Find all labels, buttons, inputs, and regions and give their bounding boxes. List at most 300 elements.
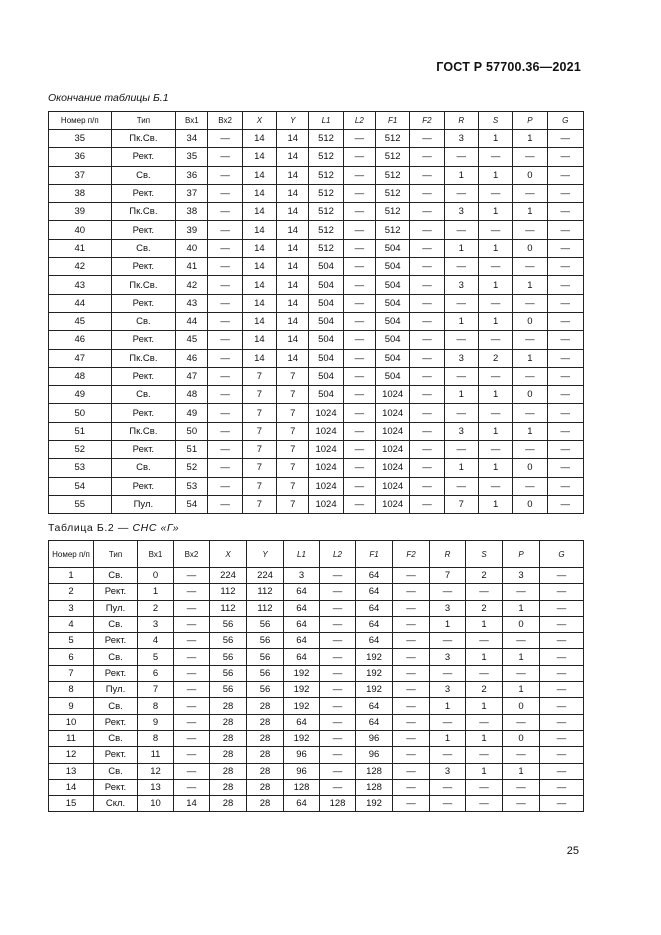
table-cell: Св. xyxy=(111,239,176,257)
table-cell: — xyxy=(343,221,375,239)
table-cell: — xyxy=(343,495,375,513)
table-cell: — xyxy=(410,276,444,294)
table-cell: 0 xyxy=(513,239,547,257)
table-cell: — xyxy=(410,367,444,385)
table-cell: 512 xyxy=(309,130,343,148)
table-row xyxy=(49,404,584,422)
table-cell: — xyxy=(343,258,375,276)
table-cell: — xyxy=(444,404,478,422)
table-cell: Св. xyxy=(94,763,138,779)
table-cell: 13 xyxy=(138,779,174,795)
table-cell: — xyxy=(320,730,356,746)
table-cell: Св. xyxy=(94,730,138,746)
table-cell: 56 xyxy=(247,649,284,665)
table-cell: 3 xyxy=(444,203,478,221)
table-cell: 512 xyxy=(309,239,343,257)
table-cell: — xyxy=(208,184,242,202)
table-cell: Св. xyxy=(111,459,176,477)
table-cell: — xyxy=(547,367,583,385)
table-cell: 49 xyxy=(176,404,208,422)
table-cell: — xyxy=(343,239,375,257)
table-cell: 28 xyxy=(247,779,284,795)
table-cell: 6 xyxy=(138,665,174,681)
table-cell: — xyxy=(503,747,540,763)
table-cell: 1 xyxy=(478,203,512,221)
table-cell: 28 xyxy=(210,714,247,730)
table-cell: 7 xyxy=(277,441,309,459)
table-cell: 504 xyxy=(376,312,410,330)
table-cell: — xyxy=(410,441,444,459)
table-cell: 192 xyxy=(356,682,393,698)
table-cell: — xyxy=(174,649,210,665)
table-cell: Рект. xyxy=(111,441,176,459)
table-cell: — xyxy=(208,203,242,221)
column-header: Y xyxy=(247,541,284,568)
table-cell: 50 xyxy=(49,404,112,422)
table-cell: 1024 xyxy=(309,404,343,422)
table-cell: — xyxy=(547,495,583,513)
table-cell: 28 xyxy=(210,779,247,795)
table-cell: 1 xyxy=(444,239,478,257)
table-cell: Рект. xyxy=(94,633,138,649)
table-cell: — xyxy=(547,294,583,312)
table-row xyxy=(49,477,584,495)
table-cell: 512 xyxy=(309,203,343,221)
table-cell: — xyxy=(410,148,444,166)
table-cell: 504 xyxy=(309,276,343,294)
table-cell: 0 xyxy=(513,386,547,404)
table-cell: 14 xyxy=(242,148,276,166)
table-cell: 28 xyxy=(210,747,247,763)
table-cell: Рект. xyxy=(94,714,138,730)
table2-caption-name: СНС «Г» xyxy=(132,522,180,534)
table-cell: 1 xyxy=(513,130,547,148)
table-cell: 14 xyxy=(242,276,276,294)
table-cell: — xyxy=(513,441,547,459)
table-cell: 38 xyxy=(176,203,208,221)
table-cell: — xyxy=(208,367,242,385)
table-cell: 7 xyxy=(444,495,478,513)
table-cell: 64 xyxy=(284,633,320,649)
table-cell: — xyxy=(174,616,210,632)
table-cell: — xyxy=(208,166,242,184)
table-row xyxy=(49,763,584,779)
table-cell: 4 xyxy=(138,633,174,649)
table-cell: 64 xyxy=(356,633,393,649)
table-cell: 504 xyxy=(376,349,410,367)
page-number: 25 xyxy=(566,845,579,857)
table-cell: 53 xyxy=(49,459,112,477)
table-cell: — xyxy=(174,779,210,795)
table-cell: 64 xyxy=(356,616,393,632)
table-row xyxy=(49,166,584,184)
table-header-row xyxy=(49,541,584,568)
table-row xyxy=(49,148,584,166)
table-cell: — xyxy=(410,184,444,202)
table-cell: 6 xyxy=(49,649,94,665)
table-row xyxy=(49,584,584,600)
table-cell: Св. xyxy=(111,312,176,330)
column-header: S xyxy=(478,112,512,130)
table-cell: 504 xyxy=(376,331,410,349)
table-cell: 1 xyxy=(513,349,547,367)
table-cell: — xyxy=(444,294,478,312)
table-cell: 3 xyxy=(430,600,466,616)
table-cell: — xyxy=(320,682,356,698)
table-cell: 12 xyxy=(49,747,94,763)
table-cell: Св. xyxy=(111,386,176,404)
table-cell: — xyxy=(540,682,584,698)
table-cell: 512 xyxy=(376,130,410,148)
table-cell: Рект. xyxy=(94,665,138,681)
table-row xyxy=(49,682,584,698)
table-cell: — xyxy=(410,294,444,312)
table-cell: — xyxy=(320,698,356,714)
table-cell: — xyxy=(540,600,584,616)
table-row xyxy=(49,130,584,148)
table-cell: 1 xyxy=(466,649,503,665)
table-cell: 192 xyxy=(356,796,393,812)
table-cell: — xyxy=(320,665,356,681)
column-header: F2 xyxy=(393,541,430,568)
table-cell: 28 xyxy=(247,763,284,779)
table-cell: 112 xyxy=(210,600,247,616)
table-cell: 14 xyxy=(242,294,276,312)
table-cell: — xyxy=(343,477,375,495)
table-cell: — xyxy=(208,495,242,513)
table-cell: 1 xyxy=(478,386,512,404)
table-cell: 44 xyxy=(176,312,208,330)
table-row xyxy=(49,568,584,584)
table-row xyxy=(49,276,584,294)
table-cell: — xyxy=(208,404,242,422)
table-cell: — xyxy=(410,203,444,221)
table-cell: 34 xyxy=(176,130,208,148)
table-cell: 504 xyxy=(376,258,410,276)
table-cell: — xyxy=(513,258,547,276)
table-cell: 2 xyxy=(466,568,503,584)
table-cell: Св. xyxy=(94,698,138,714)
table-cell: 7 xyxy=(242,386,276,404)
table-cell: 28 xyxy=(210,698,247,714)
table-cell: — xyxy=(513,367,547,385)
table-cell: 512 xyxy=(309,184,343,202)
table-cell: 3 xyxy=(284,568,320,584)
table-row xyxy=(49,203,584,221)
table-cell: — xyxy=(410,239,444,257)
table-cell: 35 xyxy=(176,148,208,166)
table-cell: 35 xyxy=(49,130,112,148)
table-cell: — xyxy=(343,367,375,385)
table-cell: — xyxy=(410,477,444,495)
table-cell: 3 xyxy=(430,763,466,779)
table-cell: Св. xyxy=(94,568,138,584)
table-cell: — xyxy=(393,730,430,746)
table-cell: — xyxy=(343,331,375,349)
table-cell: 128 xyxy=(284,779,320,795)
table-cell: Пк.Св. xyxy=(111,422,176,440)
table-cell: — xyxy=(343,459,375,477)
column-header: Вх1 xyxy=(176,112,208,130)
table-cell: 4 xyxy=(49,616,94,632)
table-cell: 96 xyxy=(284,763,320,779)
table-cell: — xyxy=(343,276,375,294)
table-cell: — xyxy=(410,349,444,367)
table-cell: 39 xyxy=(49,203,112,221)
table-cell: 64 xyxy=(284,796,320,812)
table-cell: 512 xyxy=(309,148,343,166)
table-row xyxy=(49,258,584,276)
column-header: F1 xyxy=(376,112,410,130)
table-cell: — xyxy=(466,779,503,795)
table-cell: 1 xyxy=(466,698,503,714)
table-row xyxy=(49,747,584,763)
table-row xyxy=(49,730,584,746)
table-cell: — xyxy=(410,221,444,239)
table-cell: 50 xyxy=(176,422,208,440)
table-cell: 14 xyxy=(242,331,276,349)
table-cell: 1024 xyxy=(376,459,410,477)
table-cell: Рект. xyxy=(111,477,176,495)
column-header: X xyxy=(242,112,276,130)
table-cell: — xyxy=(320,747,356,763)
table-cell: — xyxy=(393,796,430,812)
table-cell: 14 xyxy=(277,239,309,257)
table-cell: — xyxy=(410,258,444,276)
table-cell: 48 xyxy=(49,367,112,385)
table-cell: 3 xyxy=(430,649,466,665)
table-cell: — xyxy=(393,649,430,665)
table-cell: 37 xyxy=(49,166,112,184)
column-header: S xyxy=(466,541,503,568)
table-cell: 56 xyxy=(210,665,247,681)
column-header: R xyxy=(430,541,466,568)
table-cell: 7 xyxy=(242,459,276,477)
table-cell: 15 xyxy=(49,796,94,812)
table-cell: 9 xyxy=(138,714,174,730)
table-cell: 14 xyxy=(277,166,309,184)
table-cell: Пк.Св. xyxy=(111,203,176,221)
table-cell: — xyxy=(478,148,512,166)
table-cell: — xyxy=(540,763,584,779)
table-cell: — xyxy=(547,349,583,367)
table-cell: 7 xyxy=(242,495,276,513)
table-cell: 96 xyxy=(284,747,320,763)
table-row xyxy=(49,796,584,812)
table-cell: 14 xyxy=(242,221,276,239)
column-header: G xyxy=(547,112,583,130)
table-cell: 192 xyxy=(356,665,393,681)
table-cell: 52 xyxy=(176,459,208,477)
table-cell: 5 xyxy=(138,649,174,665)
table-cell: — xyxy=(208,258,242,276)
table-cell: — xyxy=(208,422,242,440)
table-cell: 3 xyxy=(49,600,94,616)
table-cell: — xyxy=(430,665,466,681)
table-cell: 3 xyxy=(503,568,540,584)
table-row xyxy=(49,312,584,330)
table-cell: 36 xyxy=(49,148,112,166)
table-cell: 1 xyxy=(478,276,512,294)
table-cell: 28 xyxy=(247,730,284,746)
table-cell: 37 xyxy=(176,184,208,202)
table-cell: 14 xyxy=(242,312,276,330)
table-cell: 504 xyxy=(376,367,410,385)
table-cell: 8 xyxy=(138,698,174,714)
table-cell: 56 xyxy=(210,649,247,665)
column-header: Вх1 xyxy=(138,541,174,568)
table-cell: — xyxy=(540,568,584,584)
table-cell: 14 xyxy=(174,796,210,812)
table-row xyxy=(49,386,584,404)
table-cell: 46 xyxy=(49,331,112,349)
table-cell: — xyxy=(444,221,478,239)
table-cell: — xyxy=(540,633,584,649)
column-header: L2 xyxy=(343,112,375,130)
table-cell: — xyxy=(393,779,430,795)
table-cell: — xyxy=(444,441,478,459)
table-cell: 14 xyxy=(277,349,309,367)
table-cell: — xyxy=(208,148,242,166)
table-cell: — xyxy=(174,665,210,681)
table-cell: 1 xyxy=(430,698,466,714)
column-header: L1 xyxy=(284,541,320,568)
table-cell: 3 xyxy=(444,422,478,440)
table-cell: 3 xyxy=(444,349,478,367)
table-cell: 51 xyxy=(176,441,208,459)
table-cell: 1024 xyxy=(376,404,410,422)
table-cell: Скл. xyxy=(94,796,138,812)
table-cell: — xyxy=(320,568,356,584)
table-cell: — xyxy=(174,568,210,584)
column-header: F2 xyxy=(410,112,444,130)
table-cell: — xyxy=(547,459,583,477)
table-cell: 512 xyxy=(376,166,410,184)
table-cell: 1 xyxy=(503,763,540,779)
table-cell: 3 xyxy=(430,682,466,698)
table-cell: 2 xyxy=(478,349,512,367)
table-cell: 1 xyxy=(478,239,512,257)
table-cell: 2 xyxy=(466,600,503,616)
table-cell: — xyxy=(547,477,583,495)
table-cell: — xyxy=(503,714,540,730)
table-cell: — xyxy=(410,459,444,477)
table-cell: 504 xyxy=(376,294,410,312)
table-cell: — xyxy=(320,584,356,600)
table-cell: 14 xyxy=(277,331,309,349)
table-cell: — xyxy=(343,422,375,440)
table-cell: — xyxy=(444,148,478,166)
table-cell: — xyxy=(547,441,583,459)
table-cell: 14 xyxy=(277,203,309,221)
table-row xyxy=(49,665,584,681)
column-header: Тип xyxy=(111,112,176,130)
table-cell: 28 xyxy=(210,796,247,812)
table-cell: — xyxy=(478,258,512,276)
table-cell: 128 xyxy=(356,763,393,779)
table-cell: 192 xyxy=(284,730,320,746)
table-cell: 8 xyxy=(49,682,94,698)
table-cell: 3 xyxy=(444,276,478,294)
column-header: R xyxy=(444,112,478,130)
table-cell: 1 xyxy=(513,203,547,221)
table-cell: — xyxy=(320,779,356,795)
table-cell: — xyxy=(547,203,583,221)
table-cell: 10 xyxy=(138,796,174,812)
table-cell: — xyxy=(393,763,430,779)
table-cell: Пк.Св. xyxy=(111,349,176,367)
column-header: Номер п/п xyxy=(49,112,112,130)
table-cell: 7 xyxy=(277,495,309,513)
table-cell: — xyxy=(430,779,466,795)
table-cell: 192 xyxy=(356,649,393,665)
table-cell: 504 xyxy=(309,331,343,349)
table-cell: — xyxy=(174,682,210,698)
table-cell: — xyxy=(174,747,210,763)
column-header: P xyxy=(503,541,540,568)
table-cell: 112 xyxy=(247,584,284,600)
column-header: F1 xyxy=(356,541,393,568)
column-header: L2 xyxy=(320,541,356,568)
table-cell: — xyxy=(540,649,584,665)
table-cell: 56 xyxy=(247,665,284,681)
table-cell: — xyxy=(393,665,430,681)
table-cell: — xyxy=(393,698,430,714)
table-cell: 54 xyxy=(176,495,208,513)
table-cell: 504 xyxy=(309,258,343,276)
table-cell: 1 xyxy=(444,166,478,184)
table-cell: 7 xyxy=(49,665,94,681)
table-cell: — xyxy=(466,633,503,649)
table-cell: — xyxy=(208,312,242,330)
table-cell: 9 xyxy=(49,698,94,714)
table-cell: 14 xyxy=(242,258,276,276)
table-row xyxy=(49,633,584,649)
table-cell: 7 xyxy=(277,367,309,385)
table-cell: 504 xyxy=(309,312,343,330)
table-cell: — xyxy=(343,441,375,459)
table-cell: 1 xyxy=(444,312,478,330)
column-header: X xyxy=(210,541,247,568)
table-cell: 0 xyxy=(513,166,547,184)
table-cell: 49 xyxy=(49,386,112,404)
table-cell: 512 xyxy=(376,203,410,221)
table-cell: 14 xyxy=(49,779,94,795)
table-cell: — xyxy=(540,779,584,795)
table-cell: 7 xyxy=(277,477,309,495)
table-cell: 0 xyxy=(503,698,540,714)
table-cell: — xyxy=(430,796,466,812)
table-cell: — xyxy=(208,386,242,404)
table-cell: — xyxy=(513,148,547,166)
table-cell: — xyxy=(444,331,478,349)
table-cell: — xyxy=(320,633,356,649)
table-cell: 504 xyxy=(309,349,343,367)
table-cell: 28 xyxy=(210,763,247,779)
table-cell: 504 xyxy=(376,239,410,257)
table-cell: 7 xyxy=(277,459,309,477)
table-header-row xyxy=(49,112,584,130)
table-cell: 10 xyxy=(49,714,94,730)
table-cell: 1 xyxy=(466,616,503,632)
table-cell: 128 xyxy=(356,779,393,795)
table-cell: 46 xyxy=(176,349,208,367)
table-cell: 39 xyxy=(176,221,208,239)
table-cell: — xyxy=(540,714,584,730)
document-code: ГОСТ Р 57700.36—2021 xyxy=(436,60,581,74)
table-cell: 14 xyxy=(277,258,309,276)
table-cell: 7 xyxy=(242,404,276,422)
